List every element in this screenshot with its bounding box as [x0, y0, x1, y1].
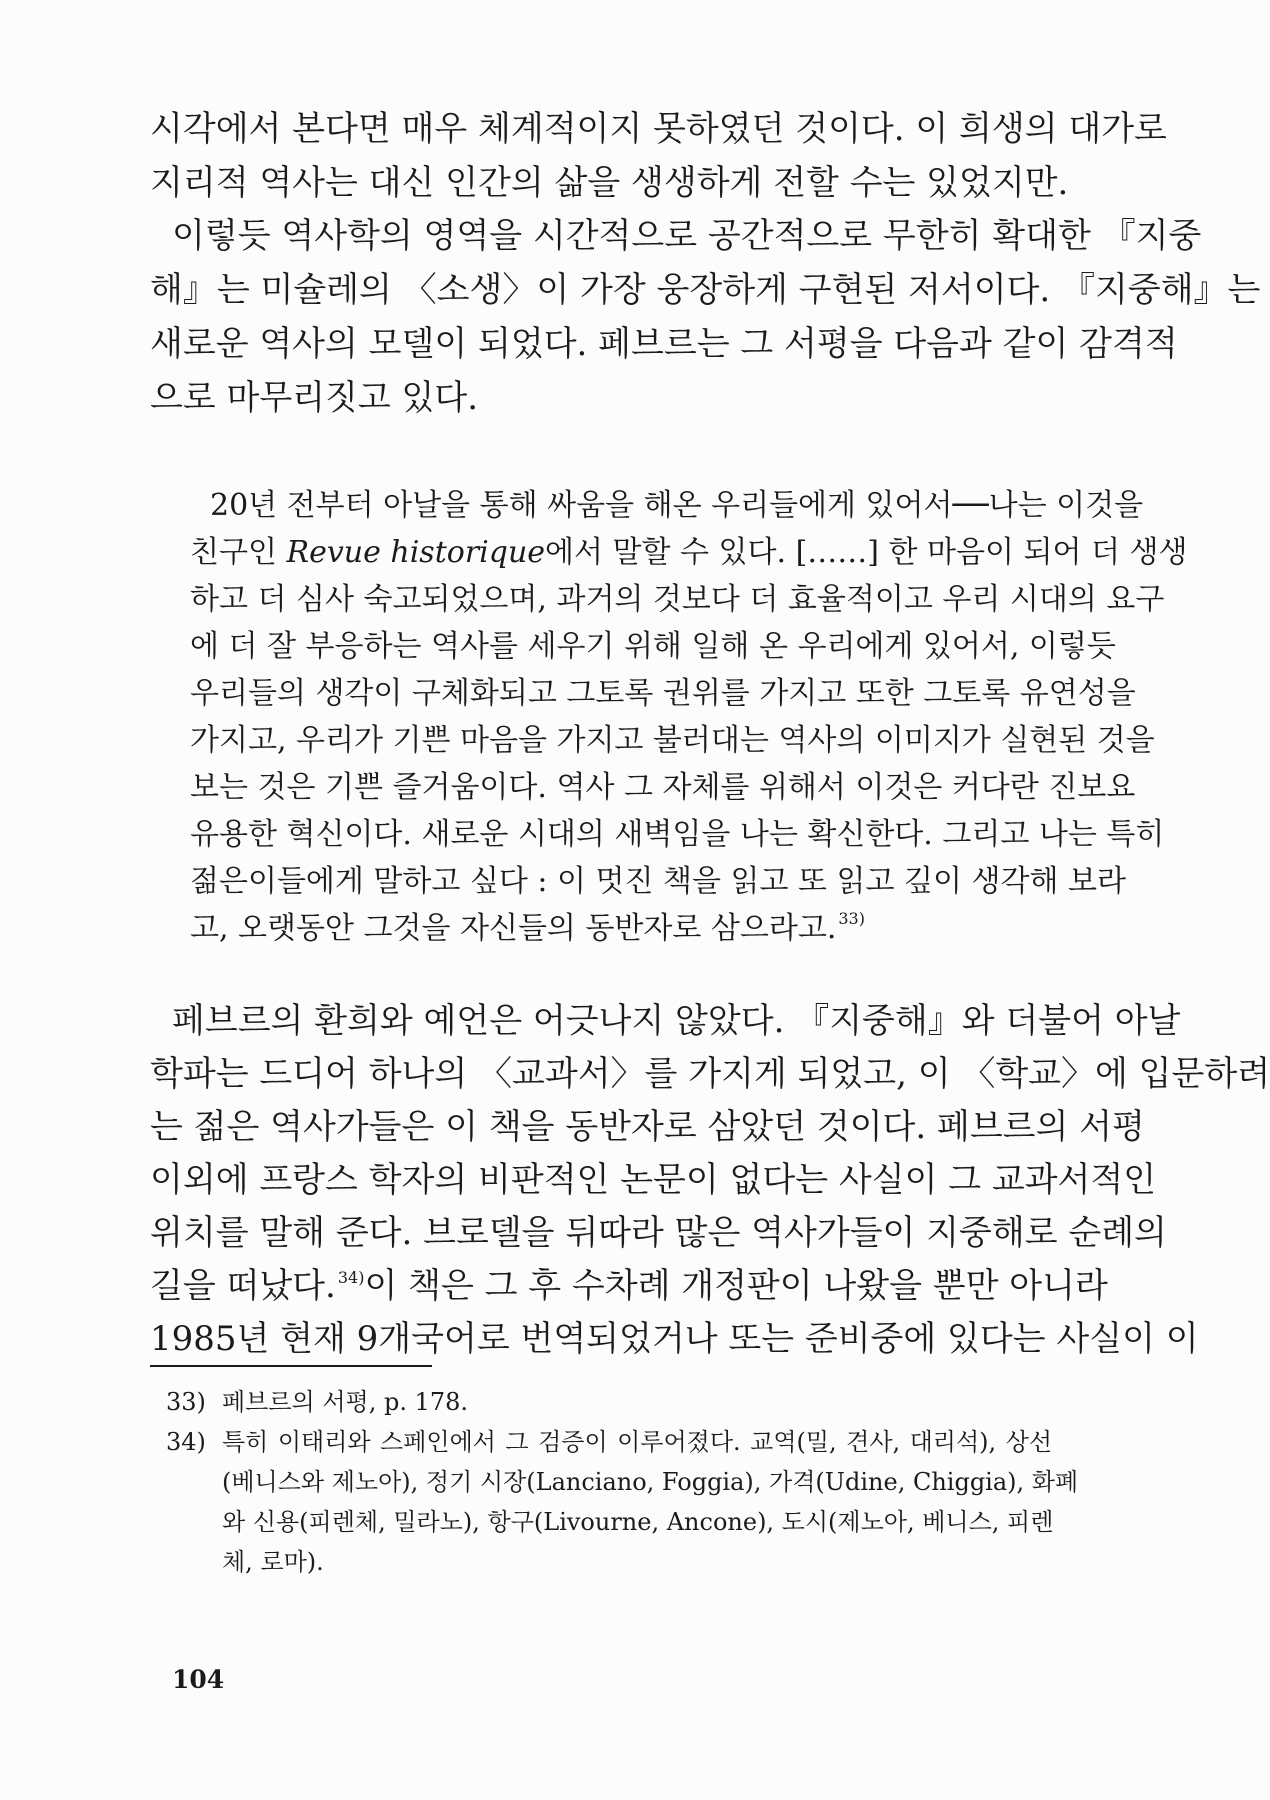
page-number: 104: [172, 1665, 225, 1694]
quote-line: 20년 전부터 아날을 통해 싸움을 해온 우리들에게 있어서──나는 이것을: [210, 488, 1144, 523]
quote-line: 보는 것은 기쁜 즐거움이다. 역사 그 자체를 위해서 이것은 커다란 진보요: [190, 770, 1136, 805]
quote-line: 하고 더 심사 숙고되었으며, 과거의 것보다 더 효율적이고 우리 시대의 요구: [190, 582, 1165, 617]
footnote-reference: 34): [337, 1268, 365, 1287]
footnote-number: 34): [166, 1428, 206, 1456]
footnote-text-line: (베니스와 제노아), 정기 시장(Lanciano, Foggia), 가격(Udine, Chiggia), 화폐: [222, 1468, 1079, 1496]
body-text-line: 이렇듯 역사학의 영역을 시간적으로 공간적으로 무한히 확대한 『지중: [172, 216, 1202, 256]
body-text-line: 새로운 역사의 모델이 되었다. 페브르는 그 서평을 다음과 같이 감격적: [150, 324, 1178, 364]
body-text-line: 해』는 미슐레의 〈소생〉이 가장 웅장하게 구현된 저서이다. 『지중해』는: [150, 270, 1261, 310]
body-text-line: 이외에 프랑스 학자의 비판적인 논문이 없다는 사실이 그 교과서적인: [150, 1160, 1157, 1200]
footnote-reference: 33): [838, 909, 865, 928]
body-text-line: 지리적 역사는 대신 인간의 삶을 생생하게 전할 수는 있었지만.: [150, 163, 1069, 203]
quote-line: 젊은이들에게 말하고 싶다 : 이 멋진 책을 읽고 또 읽고 깊이 생각해 보라: [190, 864, 1126, 899]
body-text-line: 으로 마무리짓고 있다.: [150, 378, 479, 418]
quote-line: 친구인 Revue historique에서 말할 수 있다. [……] 한 마음이 되어 더 생생: [190, 535, 1188, 570]
body-text-line: 는 젊은 역사가들은 이 책을 동반자로 삼았던 것이다. 페브르의 서평: [150, 1107, 1145, 1147]
quote-line: 에 더 잘 부응하는 역사를 세우기 위해 일해 온 우리에게 있어서, 이렇듯: [190, 629, 1116, 664]
quote-line: 고, 오랫동안 그것을 자신들의 동반자로 삼으라고. $^{33)}$: [190, 909, 865, 946]
body-text-line: 길을 떠났다. $^{34)}$ 이 책은 그 후 수차례 개정판이 나왔을 뿐만 아니라: [150, 1266, 1108, 1306]
footnote-text-line: 특히 이태리와 스페인에서 그 검증이 이루어졌다. 교역(밀, 견사, 대리석), 상선: [222, 1428, 1052, 1456]
body-text-line: 학파는 드디어 하나의 〈교과서〉를 가지게 되었고, 이 〈학교〉에 입문하려: [150, 1054, 1270, 1094]
footnote-divider: [150, 1365, 432, 1367]
body-text-line: 위치를 말해 준다. 브로델을 뒤따라 많은 역사가들이 지중해로 순례의: [150, 1213, 1167, 1253]
body-text-line: 시각에서 본다면 매우 체계적이지 못하였던 것이다. 이 희생의 대가로: [150, 109, 1167, 149]
footnote-number: 33): [166, 1388, 206, 1416]
footnote-text-line: 와 신용(피렌체, 밀라노), 항구(Livourne, Ancone), 도시(제노아, 베니스, 피렌: [222, 1508, 1054, 1536]
quote-line: 유용한 혁신이다. 새로운 시대의 새벽임을 나는 확신한다. 그리고 나는 특히: [190, 817, 1165, 852]
journal-title: Revue historique: [286, 535, 546, 570]
footnote-text-line: 체, 로마).: [222, 1548, 324, 1576]
footnote-text-line: 페브르의 서평, p. 178.: [222, 1388, 469, 1416]
quote-line: 가지고, 우리가 기쁜 마음을 가지고 불러대는 역사의 이미지가 실현된 것을: [190, 723, 1155, 758]
body-text-line: 페브르의 환희와 예언은 어긋나지 않았다. 『지중해』와 더불어 아날: [172, 1001, 1181, 1041]
body-text-line: 1985년 현재 9개국어로 번역되었거나 또는 준비중에 있다는 사실이 이: [150, 1319, 1199, 1359]
quote-line: 우리들의 생각이 구체화되고 그토록 권위를 가지고 또한 그토록 유연성을: [190, 676, 1136, 711]
